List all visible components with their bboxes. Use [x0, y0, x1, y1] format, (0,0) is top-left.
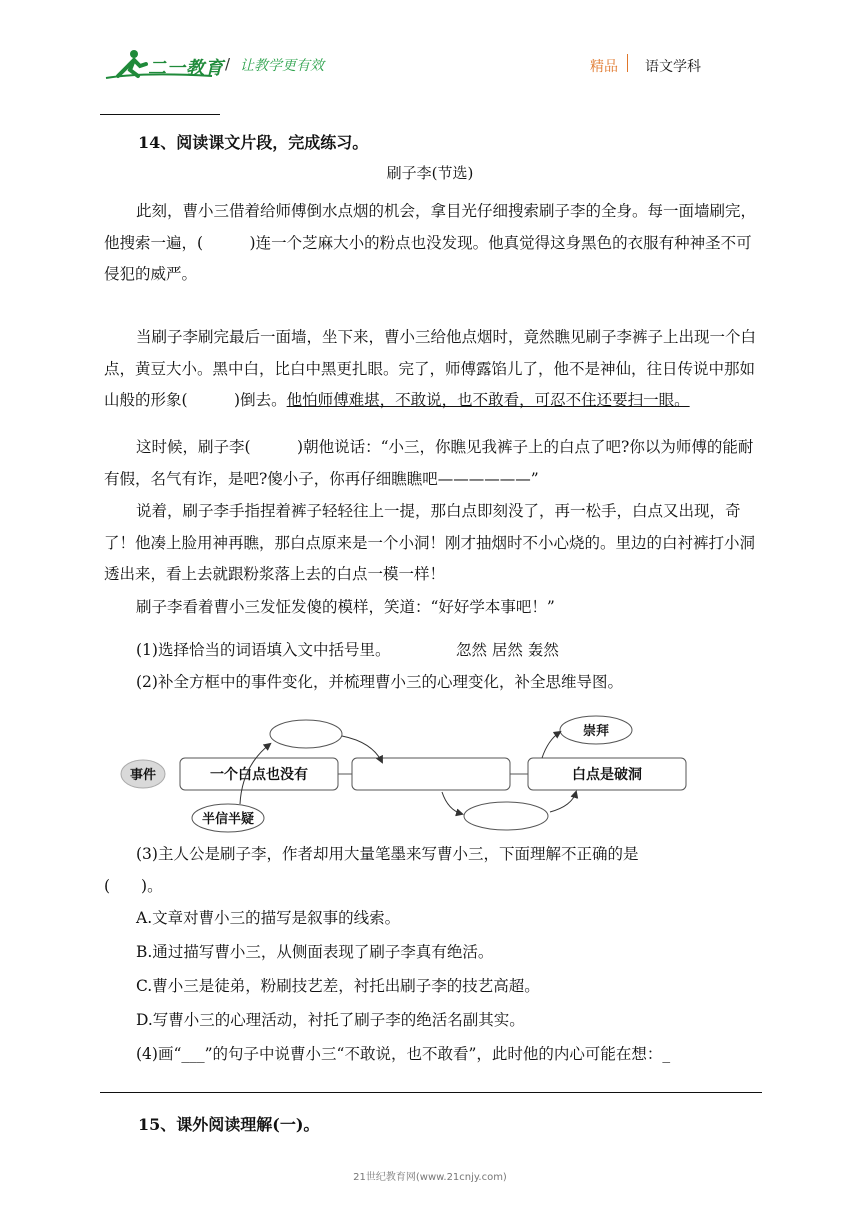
mind-map-diagram: [110, 706, 710, 836]
paragraph-5: 刷子李看着曹小三发怔发傻的模样，笑道：“好好学本事吧！”: [136, 598, 555, 616]
footer-source: 21世纪教育网(www.21cnjy.com): [353, 1172, 507, 1183]
sub-question-2: (2)补全方框中的事件变化，并梳理曹小三的心理变化，补全思维导图。: [136, 673, 623, 691]
option-d: D.写曹小三的心理活动，衬托了刷子李的绝活名副其实。: [136, 1011, 525, 1029]
section-divider: [100, 1092, 762, 1093]
arrow-3: [442, 792, 462, 814]
sub-question-1: (1)选择恰当的词语填入文中括号里。: [136, 641, 391, 659]
oval-bottom-mid-blank[interactable]: [464, 802, 548, 830]
underlined-sentence: 他怕师傅难堪，不敢说，也不敢看，可忍不住还要扫一眼。: [286, 391, 690, 409]
option-c: C.曹小三是徒弟，粉刷技艺差，衬托出刷子李的技艺高超。: [136, 977, 540, 995]
question-14-title: 14、阅读课文片段，完成练习。: [138, 133, 369, 152]
brand-name: 二一教育: [148, 58, 224, 79]
header-separator: /: [225, 55, 231, 73]
paragraph-2: [104, 322, 762, 417]
svg-text:白点是破洞: 白点是破洞: [572, 767, 642, 783]
oval-top-mid-blank[interactable]: [270, 720, 342, 748]
sub-question-3: (3)主人公是刷子李，作者却用大量笔墨来写曹小三，下面理解不正确的是: [136, 845, 639, 863]
svg-text:半信半疑: 半信半疑: [201, 812, 255, 827]
paragraph-2-text: 当刷子李刷完最后一面墙，坐下来，曹小三给他点烟时，竟然瞧见刷子李裤子上出现一个白点，黄豆大小。黑中白，比白中黑更扎眼。完了，师傅露馅儿了，他不是神仙，往日传说中那如山般的形象( )倒去。: [104, 328, 757, 409]
word-choices: 忽然 居然 轰然: [456, 641, 559, 659]
arrow-5: [542, 732, 560, 758]
passage-title: 刷子李(节选): [386, 164, 474, 182]
paragraph-4: 说着，刷子李手指捏着裤子轻轻往上一提，那白点即刻没了，再一松手，白点又出现，奇了！他凑上脸用神再瞧，那白点原来是一个小洞！刚才抽烟时不小心烧的。里边的白衬裤打小洞透出来，看上去就跟粉浆落上去的白点一模一样！: [104, 502, 756, 583]
paragraph-1: 此刻，曹小三借着给师傅倒水点烟的机会，拿目光仔细搜索刷子李的全身。每一面墙刷完，他搜索一遍，( )连一个芝麻大小的粉点也没发现。他真觉得这身黑色的衣服有种神圣不可侵犯的威严。: [104, 202, 757, 283]
oval-half-believe: [192, 804, 264, 832]
question-15-title: 15、课外阅读理解(一)。: [138, 1115, 320, 1134]
quality-label: 精品: [590, 59, 618, 75]
svg-text:一个白点也没有: 一个白点也没有: [210, 767, 308, 783]
header-rule: [100, 114, 220, 115]
option-b: B.通过描写曹小三，从侧面表现了刷子李真有绝活。: [136, 943, 494, 961]
header-divider: [627, 54, 628, 72]
subject-label: 语文学科: [645, 59, 701, 75]
event-box-2-blank[interactable]: [352, 758, 510, 790]
event-box-3: [528, 758, 686, 790]
answer-blank-3: ( )。: [104, 877, 163, 895]
svg-text:事件: 事件: [129, 768, 157, 783]
paragraph-3: 这时候，刷子李( )朝他说话：“小三，你瞧见我裤子上的白点了吧?你以为师傅的能耐有假，名气有诈，是吧?傻小子，你再仔细瞧瞧吧——————”: [104, 438, 754, 488]
oval-worship: [560, 716, 632, 744]
header-slogan: 让教学更有效: [240, 58, 324, 74]
svg-text:崇拜: 崇拜: [582, 724, 610, 739]
arrow-4: [550, 792, 576, 812]
event-label: [121, 760, 165, 788]
option-a: A.文章对曹小三的描写是叙事的线索。: [136, 909, 401, 927]
event-box-1: [180, 758, 338, 790]
sub-question-4: (4)画“___”的句子中说曹小三“不敢说，也不敢看”，此时他的内心可能在想：_: [136, 1045, 671, 1063]
